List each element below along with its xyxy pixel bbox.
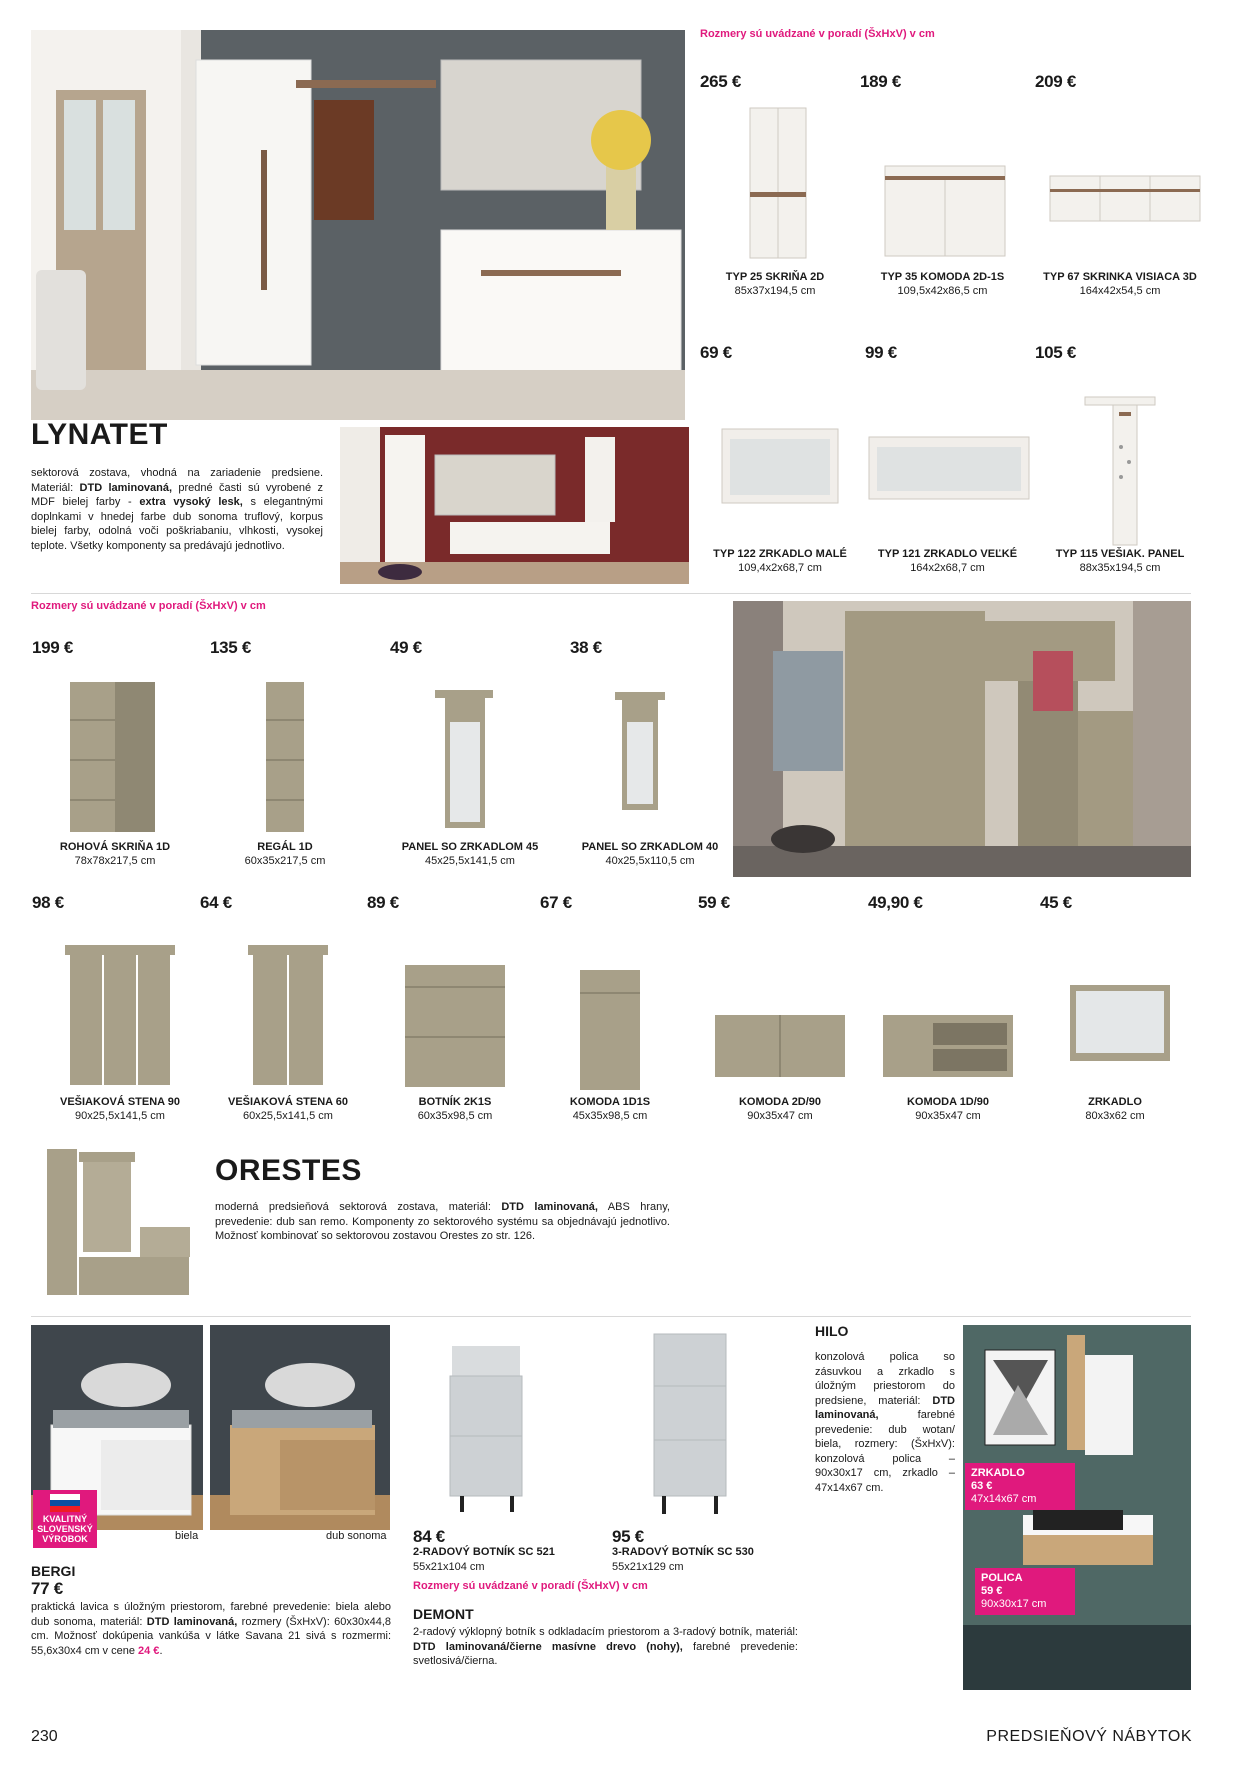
- product-dims: 60x35x217,5 cm: [244, 855, 326, 867]
- product-name: PANEL SO ZRKADLOM 40: [581, 841, 719, 853]
- product-image: [1035, 367, 1205, 547]
- product-dims: 60x35x98,5 cm: [417, 1110, 493, 1122]
- bergi-label-white: biela: [175, 1530, 199, 1542]
- product-dims: 80x3x62 cm: [1085, 1110, 1145, 1122]
- price: 64 €: [200, 893, 232, 912]
- product-komoda-1d90: [868, 893, 1028, 1123]
- product-name: KOMODA 2D/90: [738, 1096, 822, 1108]
- demont-530-name: 3-RADOVÝ BOTNÍK SC 530: [612, 1546, 754, 1558]
- price: 67 €: [540, 893, 572, 912]
- hilo-mirror-badge: [965, 1463, 1075, 1510]
- bergi-oak-photo: [210, 1325, 390, 1530]
- product-image: [570, 660, 730, 840]
- bergi-label-oak: dub sonoma: [326, 1530, 387, 1542]
- hilo-shelf-badge: [975, 1568, 1075, 1615]
- price: 199 €: [32, 638, 74, 657]
- product-image: [865, 367, 1030, 547]
- product-typ115: [1035, 343, 1205, 575]
- product-name: REGÁL 1D: [257, 841, 313, 853]
- product-typ25: [700, 72, 850, 298]
- product-image: [208, 915, 368, 1095]
- demont-botnik-530-image: [640, 1328, 740, 1520]
- product-image: [700, 915, 860, 1095]
- demont-botnik-521-image: [440, 1340, 540, 1520]
- product-name: VEŠIAKOVÁ STENA 90: [59, 1096, 180, 1108]
- hilo-description: konzolová polica so zásuvkou a zrkadlo s úložným priestorom do predsiene, materiál: DTD laminovaná, farebné prevedenie: dub wotan/ biela, rozmery: (ŠxHxV): konzolová polica – 90x30x17 cm, zrkadlo – 47x14x67 cm.: [815, 1351, 955, 1494]
- product-typ67: [1035, 72, 1205, 298]
- orestes-title: ORESTES: [215, 1154, 362, 1187]
- demont-description: 2-radový výklopný botník s odkladacím priestorom a 3-radový botník, materiál: DTD laminovaná/čierne masívne drevo (nohy), farebné prevedenie: svetlosivá/čierna.: [413, 1626, 798, 1667]
- slovak-product-badge: [33, 1490, 97, 1548]
- hilo-shelf-label: POLICA: [981, 1572, 1023, 1584]
- product-dims: 60x25,5x141,5 cm: [243, 1110, 333, 1122]
- orestes-room-photo: [733, 601, 1191, 877]
- price: 135 €: [210, 638, 252, 657]
- product-regal: [210, 638, 360, 868]
- section-title: PREDSIEŇOVÝ NÁBYTOK: [986, 1728, 1192, 1745]
- product-zrkadlo: [1040, 893, 1190, 1123]
- product-rohova-skrina: [32, 638, 190, 868]
- orestes-description: moderná predsieňová sektorová zostava, materiál: DTD laminovaná, ABS hrany, prevedenie: dub san remo. Komponenty zo sektorového systému sa objednávajú jednotlivo. Možnosť kombinovať so sektorovou zostavou Orestes zo str. 126.: [215, 1201, 670, 1242]
- product-image: [390, 660, 550, 840]
- hilo-shelf-price: 59 €: [981, 1585, 1003, 1597]
- product-name: TYP 115 VEŠIAK. PANEL: [1055, 548, 1185, 560]
- hilo-mirror-dims: 47x14x67 cm: [971, 1493, 1037, 1505]
- product-image: [375, 915, 535, 1095]
- product-image: [40, 660, 190, 840]
- product-typ121: [865, 343, 1030, 575]
- price: 189 €: [860, 72, 902, 91]
- orestes-dims-note: Rozmery sú uvádzané v poradí (ŠxHxV) v cm: [31, 600, 266, 612]
- product-dims: 88x35x194,5 cm: [1079, 562, 1161, 574]
- demont-521-name: 2-RADOVÝ BOTNÍK SC 521: [413, 1546, 555, 1558]
- product-dims: 45x25,5x141,5 cm: [425, 855, 515, 867]
- product-dims: 90x35x47 cm: [747, 1110, 813, 1122]
- product-typ35: [860, 72, 1025, 298]
- product-komoda-1d1s: [540, 893, 680, 1123]
- product-dims: 78x78x217,5 cm: [74, 855, 156, 867]
- lynatet-dims-note: Rozmery sú uvádzané v poradí (ŠxHxV) v cm: [700, 28, 935, 40]
- product-dims: 90x35x47 cm: [915, 1110, 981, 1122]
- lynatet-room-photo: [340, 427, 689, 584]
- demont-title: DEMONT: [413, 1606, 474, 1622]
- product-image: [700, 96, 850, 266]
- product-name: BOTNÍK 2K1S: [418, 1096, 492, 1108]
- product-dims: 40x25,5x110,5 cm: [605, 855, 695, 867]
- bergi-description: praktická lavica s úložným priestorom, farebné prevedenie: biela alebo dub sonoma, materiál: DTD laminovaná, rozmery (ŠxHxV): 60x30x44,8 cm. Možnosť dokúpenia vankúša v látke Savana 21 sivá s rozmermi: 55,6x30x4 cm v cene 24 €.: [31, 1601, 391, 1657]
- product-panel-40: [570, 638, 730, 868]
- product-name: TYP 25 SKRIŇA 2D: [725, 271, 825, 283]
- hilo-title: HILO: [815, 1323, 849, 1339]
- product-dims: 109,5x42x86,5 cm: [897, 285, 988, 297]
- price: 98 €: [32, 893, 64, 912]
- product-image: [540, 915, 680, 1095]
- bergi-title: BERGI: [31, 1563, 76, 1579]
- price: 38 €: [570, 638, 602, 657]
- page-number: 230: [31, 1728, 58, 1745]
- hilo-mirror-price: 63 €: [971, 1480, 993, 1492]
- hilo-shelf-dims: 90x30x17 cm: [981, 1598, 1047, 1610]
- product-image: [1040, 915, 1190, 1095]
- divider: [31, 593, 1191, 594]
- price: 105 €: [1035, 343, 1077, 362]
- product-name: KOMODA 1D/90: [906, 1096, 990, 1108]
- product-panel-45: [390, 638, 550, 868]
- price: 265 €: [700, 72, 742, 91]
- product-dims: 109,4x2x68,7 cm: [738, 562, 822, 574]
- product-vesiakova-90: [32, 893, 200, 1123]
- product-image: [40, 915, 200, 1095]
- product-image: [210, 660, 360, 840]
- product-name: TYP 35 KOMODA 2D-1S: [880, 271, 1005, 283]
- bergi-price: 77 €: [31, 1579, 63, 1598]
- price: 209 €: [1035, 72, 1077, 91]
- product-komoda-2d90: [700, 893, 860, 1123]
- product-image: [868, 915, 1028, 1095]
- product-name: TYP 121 ZRKADLO VEĽKÉ: [877, 548, 1018, 560]
- badge-text: KVALITNÝ SLOVENSKÝ VÝROBOK: [37, 1514, 93, 1544]
- product-image: [700, 367, 860, 547]
- price: 89 €: [367, 893, 399, 912]
- slovak-flag-icon: [50, 1494, 80, 1512]
- demont-521-dims: 55x21x104 cm: [413, 1561, 485, 1573]
- product-dims: 90x25,5x141,5 cm: [75, 1110, 165, 1122]
- hilo-mirror-label: ZRKADLO: [971, 1467, 1025, 1479]
- product-typ122: [700, 343, 860, 575]
- price: 49,90 €: [868, 893, 923, 912]
- product-botnik-2k1s: [367, 893, 535, 1123]
- price: 45 €: [1040, 893, 1072, 912]
- product-name: KOMODA 1D1S: [569, 1096, 651, 1108]
- lynatet-title: LYNATET: [31, 418, 168, 451]
- price: 49 €: [390, 638, 422, 657]
- demont-dims-note: Rozmery sú uvádzané v poradí (ŠxHxV) v cm: [413, 1580, 648, 1592]
- product-dims: 164x42x54,5 cm: [1079, 285, 1161, 297]
- product-image: [860, 96, 1025, 266]
- product-name: TYP 67 SKRINKA VISIACA 3D: [1043, 271, 1197, 283]
- product-name: ZRKADLO: [1088, 1096, 1142, 1108]
- orestes-set-image: [45, 1147, 195, 1299]
- lynatet-hero-photo: [31, 30, 685, 420]
- product-dims: 45x35x98,5 cm: [572, 1110, 648, 1122]
- product-name: VEŠIAKOVÁ STENA 60: [227, 1096, 348, 1108]
- demont-521-price: 84 €: [413, 1527, 445, 1546]
- lynatet-description: sektorová zostava, vhodná na zariadenie predsiene. Materiál: DTD laminovaná, predné časti sú vyrobené z MDF bielej farby - extra vysoký lesk, s elegantnými doplnkami v hnedej farbe dub sonoma truflový, korpus bielej farby, odolná voči poškriabaniu, vlhkosti, vysokej teplote. Všetky komponenty sa predávajú jednotlivo.: [31, 467, 323, 552]
- product-name: PANEL SO ZRKADLOM 45: [401, 841, 539, 853]
- demont-530-price: 95 €: [612, 1527, 644, 1546]
- demont-530-dims: 55x21x129 cm: [612, 1561, 684, 1573]
- price: 99 €: [865, 343, 897, 362]
- product-vesiakova-60: [200, 893, 368, 1123]
- product-name: ROHOVÁ SKRIŇA 1D: [59, 841, 171, 853]
- divider: [31, 1316, 1191, 1317]
- product-image: [1035, 96, 1205, 266]
- price: 59 €: [698, 893, 730, 912]
- product-dims: 85x37x194,5 cm: [734, 285, 816, 297]
- product-dims: 164x2x68,7 cm: [910, 562, 985, 574]
- price: 69 €: [700, 343, 732, 362]
- product-name: TYP 122 ZRKADLO MALÉ: [713, 548, 847, 560]
